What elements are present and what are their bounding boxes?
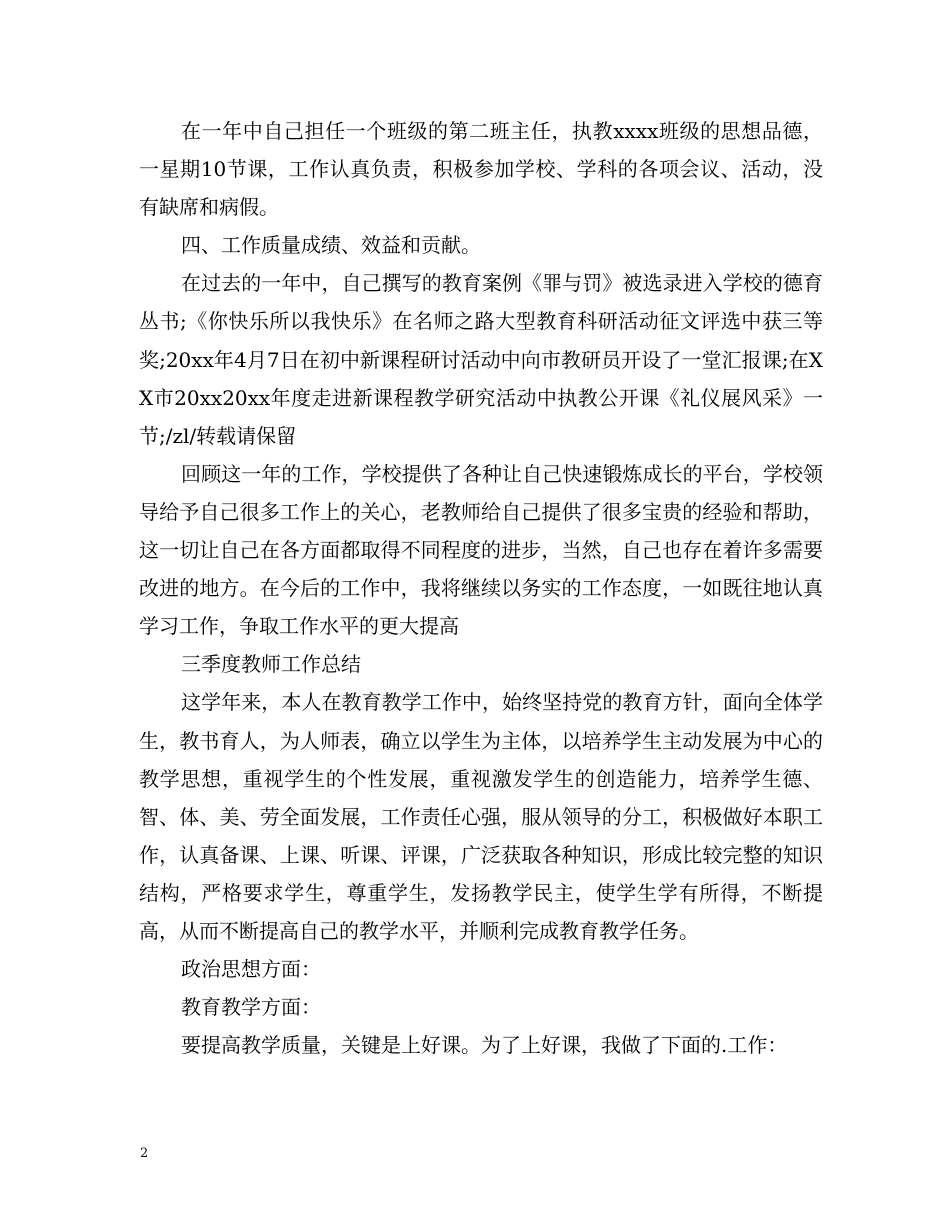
paragraph-review: 回顾这一年的工作，学校提供了各种让自己快速锻炼成长的平台，学校领导给予自己很多工作上的关心，老教师给自己提供了很多宝贵的经验和帮助，这一切让自己在各方面都取得不同程度的进步，当然，自己也存在着许多需要改进的地方。在今后的工作中，我将继续以务实的工作态度，一如既往地认真学习工作，争取工作水平的更大提高 (139, 461, 823, 639)
document-body (139, 112, 823, 1064)
section-heading-work-quality: 四、工作质量成绩、效益和贡献。 (181, 233, 481, 258)
paragraph-achievements: 在过去的一年中，自己撰写的教育案例《罪与罚》被选录进入学校的德育丛书;《你快乐所以我快乐》在名师之路大型教育科研活动征文评选中获三等奖;20xx年4月7日在初中新课程研讨活动中向市教研员开设了一堂汇报课;在XX市20xx20xx年度走进新课程教学研究活动中执教公开课《礼仪展风采》一节;/zl/转载请保留 (139, 271, 823, 448)
paragraph-lesson-quality: 要提高教学质量，关键是上好课。为了上好课，我做了下面的.工作： (181, 1033, 788, 1058)
paragraph-teaching-overview: 这学年来，本人在教育教学工作中，始终坚持党的教育方针，面向全体学生，教书育人，为人师表，确立以学生为主体，以培养学生主动发展为中心的教学思想，重视学生的个性发展，重视激发学生的创造能力，培养学生德、智、体、美、劳全面发展，工作责任心强，服从领导的分工，积极做好本职工作，认真备课、上课、听课、评课，广泛获取各种知识，形成比较完整的知识结构，严格要求学生，尊重学生，发扬教学民主，使学生学有所得，不断提高，从而不断提高自己的教学水平，并顺利完成教育教学任务。 (139, 690, 823, 943)
section-heading-political: 政治思想方面： (181, 957, 321, 982)
page-number: 2 (140, 1146, 149, 1161)
paragraph-duties: 在一年中自己担任一个班级的第二班主任，执教xxxx班级的思想品德，一星期10节课，工作认真负责，积极参加学校、学科的各项会议、活动，没有缺席和病假。 (139, 119, 823, 220)
section-heading-teaching: 教育教学方面： (181, 995, 321, 1020)
section-heading-summary-title: 三季度教师工作总结 (181, 652, 361, 677)
